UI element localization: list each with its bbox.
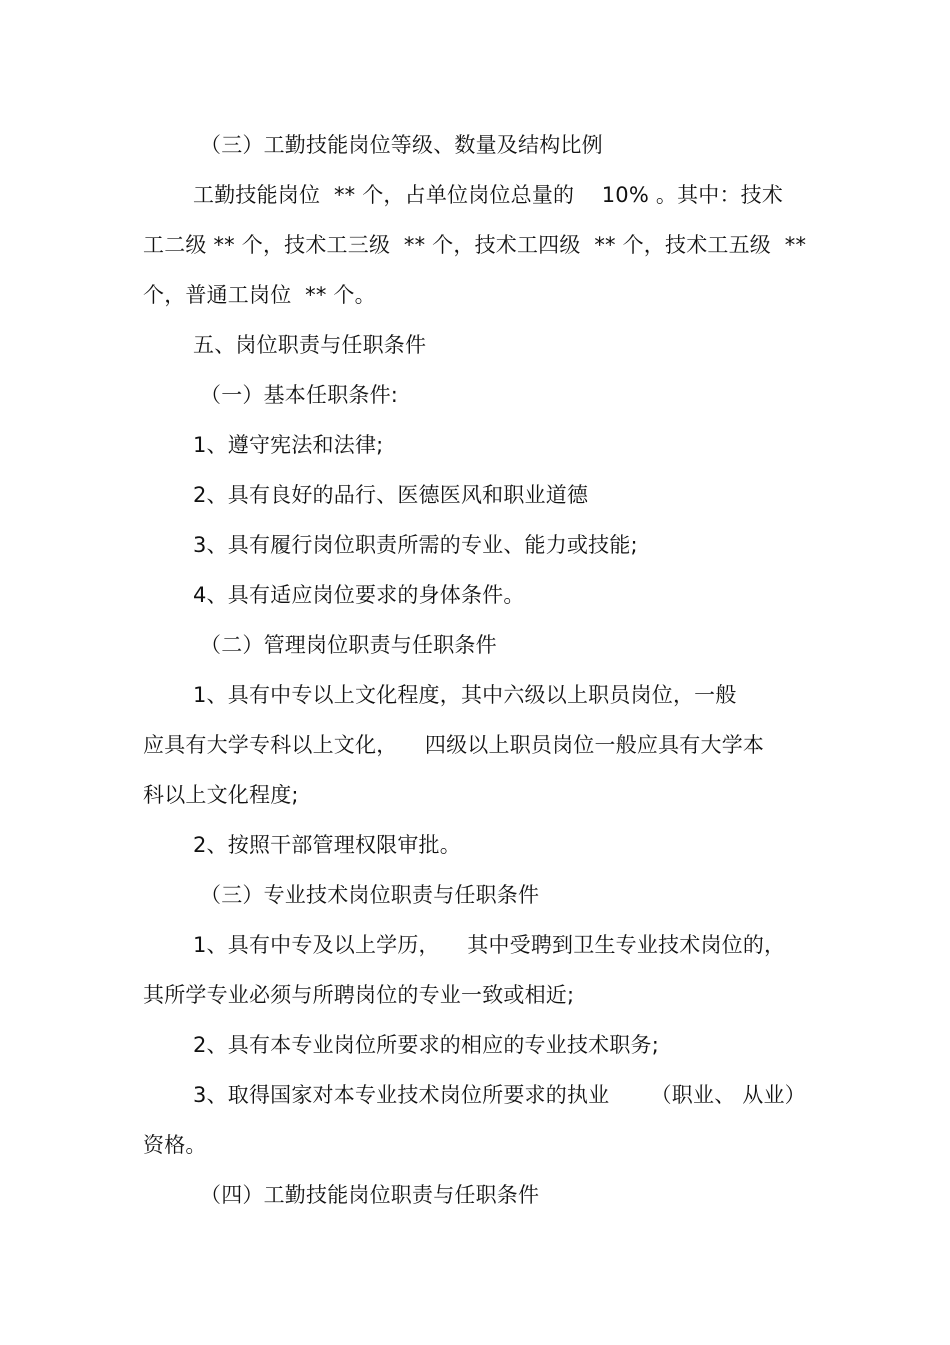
subheading-basic-conditions: （一）基本任职条件: xyxy=(200,383,399,407)
list-item-basic-1: 1、遵守宪法和法律; xyxy=(193,433,384,457)
list-item-basic-3: 3、具有履行岗位职责所需的专业、能力或技能; xyxy=(193,533,638,557)
subheading-worker-duties: （四）工勤技能岗位职责与任职条件 xyxy=(200,1183,540,1207)
list-item-professional-2: 2、具有本专业岗位所要求的相应的专业技术职务; xyxy=(193,1033,660,1057)
list-item-professional-1-line1: 1、具有中专及以上学历， 其中受聘到卫生专业技术岗位的， xyxy=(193,933,786,957)
list-item-basic-2: 2、具有良好的品行、医德医风和职业道德 xyxy=(193,483,589,507)
paragraph-worker-count-line1: 工勤技能岗位 ** 个，占单位岗位总量的 10% 。其中：技术 xyxy=(193,183,784,207)
subheading-management: （二）管理岗位职责与任职条件 xyxy=(200,633,497,657)
subheading-professional: （三）专业技术岗位职责与任职条件 xyxy=(200,883,540,907)
subheading-worker-grades: （三）工勤技能岗位等级、数量及结构比例 xyxy=(200,133,603,157)
paragraph-worker-count-line2: 工二级 ** 个，技术工三级 ** 个，技术工四级 ** 个，技术工五级 ** xyxy=(143,233,807,257)
list-item-basic-4: 4、具有适应岗位要求的身体条件。 xyxy=(193,583,525,607)
list-item-professional-3-line1: 3、取得国家对本专业技术岗位所要求的执业 （职业、 从业） xyxy=(193,1083,806,1107)
list-item-management-2: 2、按照干部管理权限审批。 xyxy=(193,833,461,857)
section-heading-duties: 五、岗位职责与任职条件 xyxy=(193,333,427,357)
list-item-management-1-line2: 应具有大学专科以上文化， 四级以上职员岗位一般应具有大学本 xyxy=(143,733,765,757)
list-item-management-1-line1: 1、具有中专以上文化程度，其中六级以上职员岗位，一般 xyxy=(193,683,737,707)
list-item-professional-3-line2: 资格。 xyxy=(143,1133,207,1157)
list-item-professional-1-line2: 其所学专业必须与所聘岗位的专业一致或相近; xyxy=(143,983,575,1007)
list-item-management-1-line3: 科以上文化程度; xyxy=(143,783,299,807)
paragraph-worker-count-line3: 个，普通工岗位 ** 个。 xyxy=(143,283,376,307)
